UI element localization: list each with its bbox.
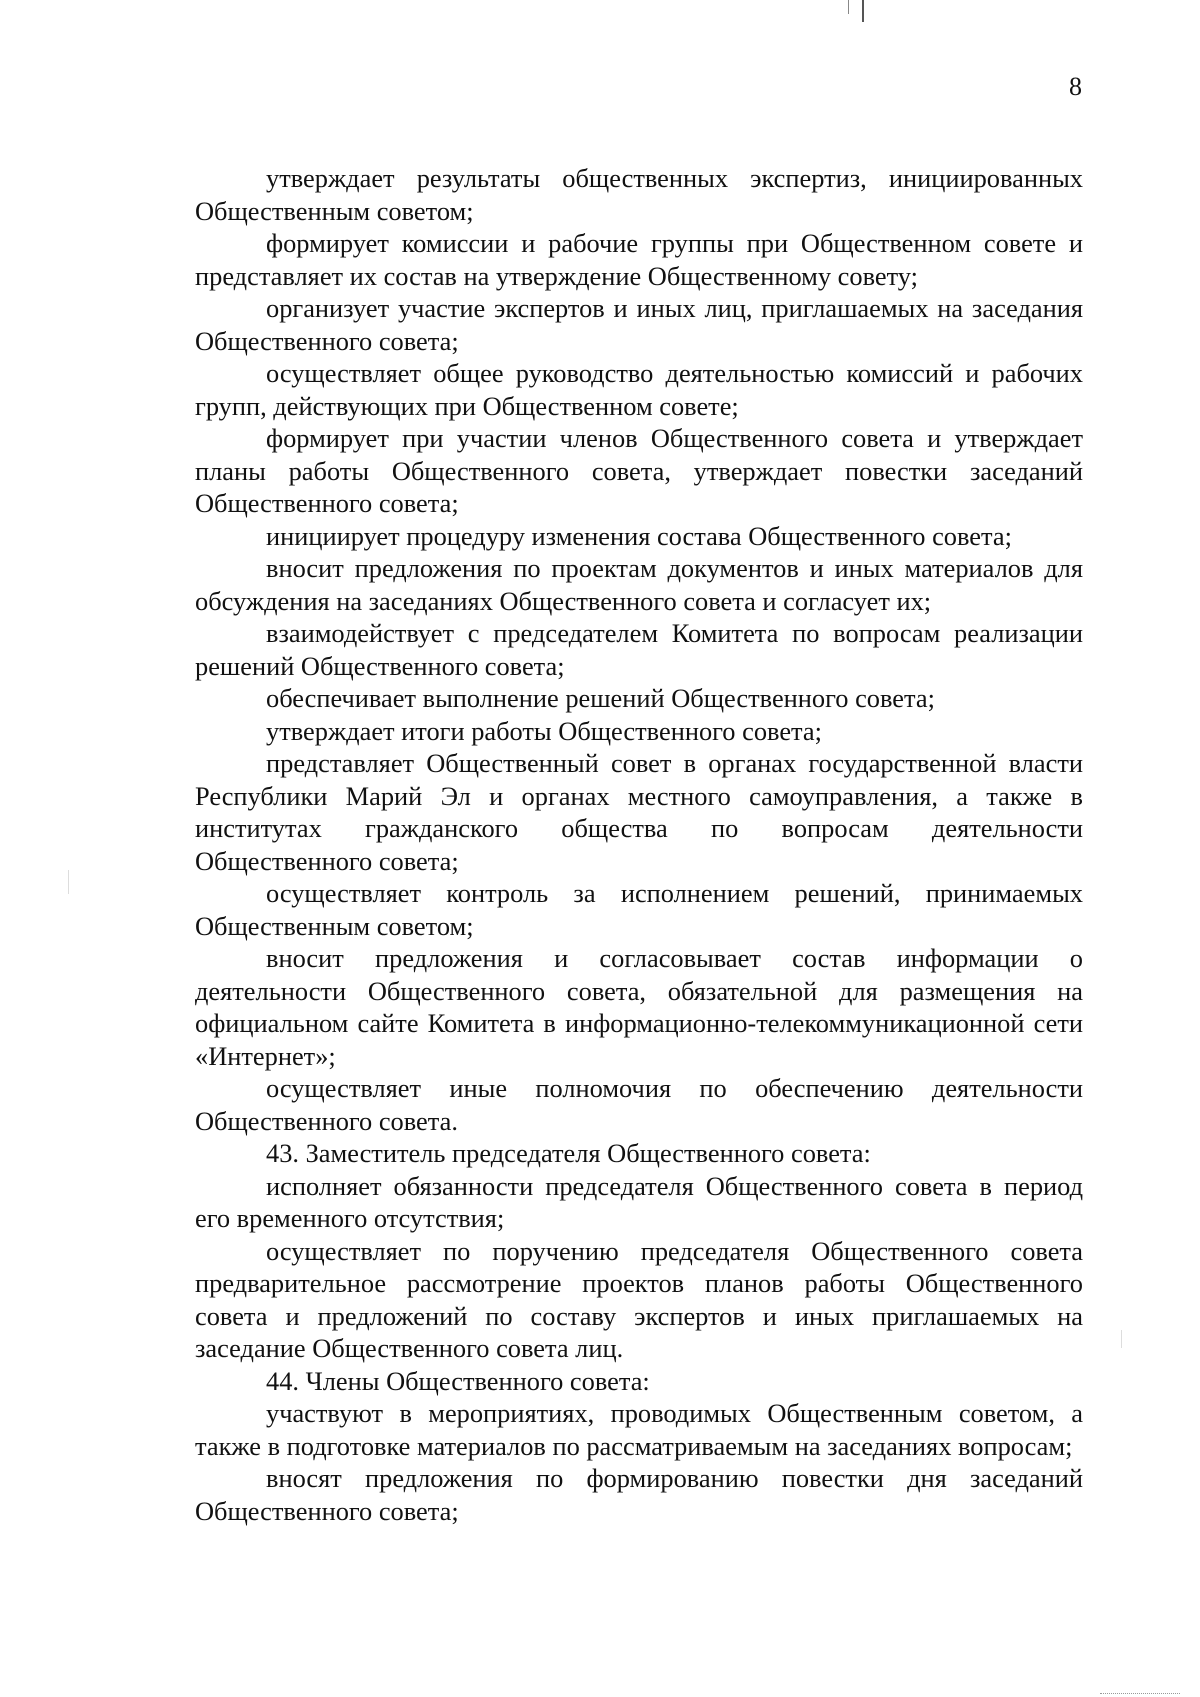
scan-artifact-mark <box>848 0 849 14</box>
scan-artifact-tick <box>68 870 69 894</box>
page-number: 8 <box>1069 72 1082 101</box>
body-text <box>195 162 1083 1527</box>
paragraph: осуществляет общее руководство деятельностью комиссий и рабочих групп, действующих при Общественном совете; <box>195 358 1083 421</box>
paragraph: исполняет обязанности председателя Общественного совета в период его временного отсутствия; <box>195 1170 1083 1233</box>
paragraph: вносит предложения по проектам документов и иных материалов для обсуждения на заседаниях Общественного совета и согласует их; <box>195 553 1083 616</box>
paragraph: осуществляет иные полномочия по обеспечению деятельности Общественного совета. <box>195 1073 1083 1136</box>
paragraph: осуществляет по поручению председателя Общественного совета предварительное рассмотрение проектов планов работы Общественного совета и предложений по составу экспертов и иных приглашаемых на заседание Общественного совета лиц. <box>195 1235 1083 1363</box>
paragraph: утверждает результаты общественных экспертиз, инициированных Общественным советом; <box>195 163 1083 226</box>
paragraph: формирует при участии членов Общественного совета и утверждает планы работы Общественного совета, утверждает повестки заседаний Общественного совета; <box>195 423 1083 518</box>
scan-artifact-tick <box>1121 1330 1122 1348</box>
paragraph: осуществляет контроль за исполнением решений, принимаемых Общественным советом; <box>195 878 1083 941</box>
paragraph: представляет Общественный совет в органах государственной власти Республики Марий Эл и органах местного самоуправления, а также в институтах гражданского общества по вопросам деятельности Общественного совета; <box>195 748 1083 876</box>
scan-artifact-noise <box>1100 1693 1180 1697</box>
paragraph: утверждает итоги работы Общественного совета; <box>266 715 822 746</box>
paragraph: организует участие экспертов и иных лиц, приглашаемых на заседания Общественного совета; <box>195 293 1083 356</box>
paragraph: инициирует процедуру изменения состава Общественного совета; <box>266 520 1012 551</box>
scan-artifact-mark <box>862 0 864 22</box>
paragraph: участвуют в мероприятиях, проводимых Общественным советом, а также в подготовке материалов по рассматриваемым на заседаниях вопросам; <box>195 1398 1083 1461</box>
section-heading-43: 43. Заместитель председателя Общественного совета: <box>266 1138 871 1168</box>
paragraph: обеспечивает выполнение решений Общественного совета; <box>266 683 935 713</box>
paragraph: вносит предложения и согласовывает состав информации о деятельности Общественного совета, обязательной для размещения на официальном сайте Комитета в информационно-телекоммуникационной сети «Интернет»; <box>195 943 1083 1071</box>
paragraph: формирует комиссии и рабочие группы при Общественном совете и представляет их состав на утверждение Общественному совету; <box>195 228 1083 291</box>
paragraph: взаимодействует с председателем Комитета по вопросам реализации решений Общественного совета; <box>195 618 1083 681</box>
paragraph: вносят предложения по формированию повестки дня заседаний Общественного совета; <box>195 1463 1083 1526</box>
section-heading-44: 44. Члены Общественного совета: <box>266 1365 650 1396</box>
